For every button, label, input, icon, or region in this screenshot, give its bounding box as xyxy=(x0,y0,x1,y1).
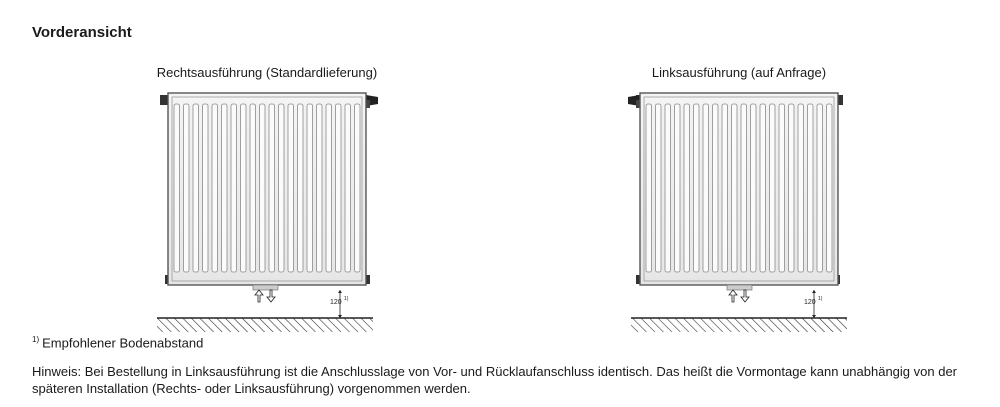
supply-arrow-up-icon xyxy=(729,290,737,302)
radiator-flute xyxy=(288,104,294,272)
radiator-flute xyxy=(751,104,757,272)
footnote xyxy=(32,335,203,350)
return-arrow-down-icon xyxy=(741,290,749,302)
radiator-flute xyxy=(760,104,766,272)
radiator-flute xyxy=(260,104,266,272)
radiator-flute xyxy=(355,104,361,272)
radiator-flute xyxy=(694,104,700,272)
radiator-flute xyxy=(222,104,228,272)
radiator-flute xyxy=(827,104,833,272)
floor-hatch xyxy=(631,318,847,332)
dimension-footnote-mark: 1) xyxy=(818,296,823,302)
radiator-flute xyxy=(269,104,275,272)
radiator-flute xyxy=(184,104,190,272)
radiator-left-version xyxy=(628,93,847,332)
page-heading: Vorderansicht xyxy=(32,24,132,41)
radiator-flute xyxy=(817,104,823,272)
radiator-flute xyxy=(193,104,199,272)
radiator-flute xyxy=(326,104,332,272)
radiator-right-version xyxy=(157,93,378,332)
radiator-flute xyxy=(722,104,728,272)
dimension-value: 120 xyxy=(330,299,342,306)
radiator-flute xyxy=(684,104,690,272)
supply-arrow-up-icon xyxy=(255,290,263,302)
hint-note: Hinweis: Bei Bestellung in Linksausführung ist die Anschlusslage von Vor- und Rücklaufanschluss identisch. Das heißt die Vormontage kann unabhängig von der späteren Installation (Rechts- oder Linksausführung) vorgenommen werden. xyxy=(32,364,957,396)
floor-hatch xyxy=(157,318,373,332)
radiator-flute xyxy=(665,104,671,272)
radiator-flute xyxy=(656,104,662,272)
radiator-flute xyxy=(646,104,652,272)
radiator-flute xyxy=(770,104,776,272)
radiator-flute xyxy=(732,104,738,272)
radiator-flute xyxy=(789,104,795,272)
return-arrow-down-icon xyxy=(267,290,275,302)
radiator-flute xyxy=(203,104,209,272)
radiator-flute xyxy=(250,104,256,272)
radiator-flute xyxy=(336,104,342,272)
radiator-flute xyxy=(808,104,814,272)
radiator-flute xyxy=(231,104,237,272)
radiator-flute xyxy=(345,104,351,272)
dimension-footnote-mark: 1) xyxy=(344,296,349,302)
radiator-flute xyxy=(307,104,313,272)
caption-right-version: Rechtsausführung (Standardlieferung) xyxy=(156,65,378,80)
radiator-flute xyxy=(241,104,247,272)
footnote-text: Empfohlener Bodenabstand xyxy=(42,335,204,351)
footnote-mark: 1) xyxy=(32,335,40,344)
radiator-flute xyxy=(317,104,323,272)
radiator-flute xyxy=(212,104,218,272)
radiator-flute xyxy=(298,104,304,272)
radiator-flute xyxy=(779,104,785,272)
radiator-flute xyxy=(713,104,719,272)
radiator-flute xyxy=(174,104,180,272)
caption-left-version: Linksausführung (auf Anfrage) xyxy=(651,65,827,80)
radiator-flute xyxy=(703,104,709,272)
radiator-flute xyxy=(279,104,285,272)
dimension-value: 120 xyxy=(804,299,816,306)
radiator-flute xyxy=(798,104,804,272)
radiator-flute xyxy=(675,104,681,272)
radiator-flute xyxy=(741,104,747,272)
